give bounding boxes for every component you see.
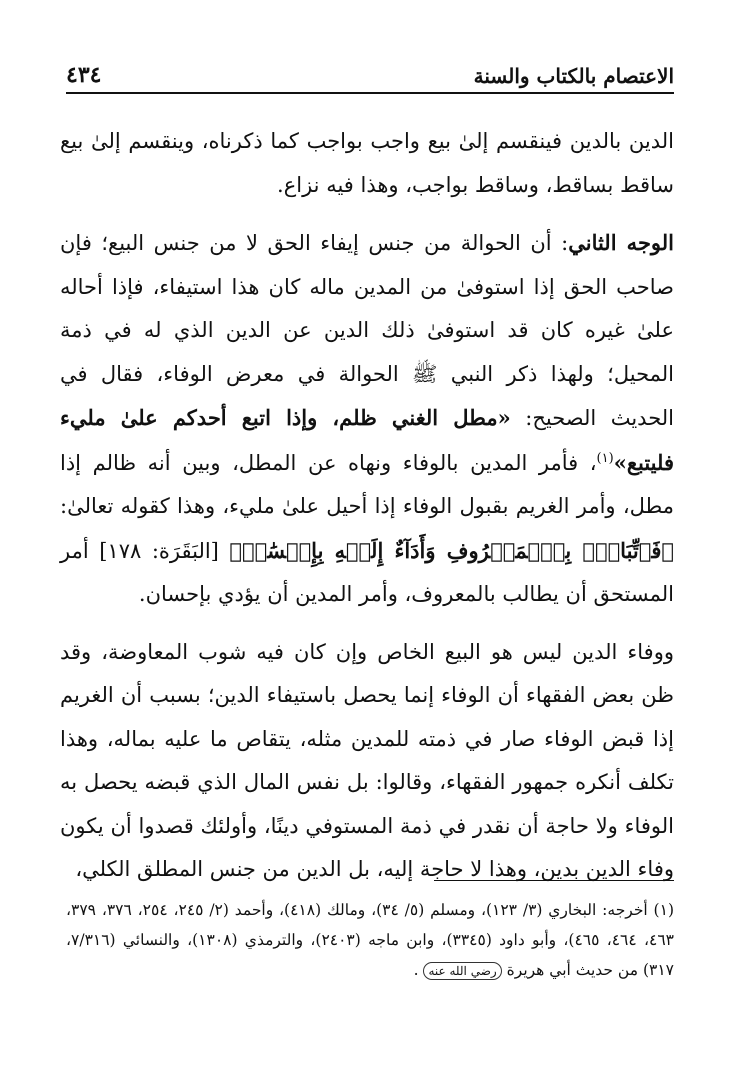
page-number: ٤٣٤: [66, 62, 102, 88]
paragraph-1: الدين بالدين فينقسم إلىٰ بيع واجب بواجب كما ذكرناه، وينقسم إلىٰ بيع ساقط بساقط، وساقط بواجب، وهذا فيه نزاع.: [60, 129, 674, 197]
footnote-ref: (١): [596, 450, 614, 466]
paragraph-2: [60, 221, 674, 617]
footnote-1-text: (١) أخرجه: البخاري (٣/ ١٢٣)، ومسلم (٥/ ٣٤)، ومالك (٤١٨)، وأحمد (٢/ ٢٤٥، ٢٥٤، ٣٧٦، ٣٧٩، ٤٦٣، ٤٦٤، ٤٦٥)، وأبو داود (٣٣٤٥)، وابن ماجه (٢٤٠٣)، والترمذي (١٣٠٨)، والنسائي (٧/٣١٦، ٣١٧) من حديث أبي هريرة: [66, 901, 674, 979]
section-heading: الوجه الثاني: [568, 230, 675, 255]
footnote-divider: [434, 880, 674, 881]
paragraph-2-text-c: أمر المستحق أن يطالب بالمعروف، وأمر المدين أن يؤدي بإحسان.: [60, 538, 674, 606]
footnote-1-end: .: [413, 961, 424, 979]
hadith-quote: «مطل الغني ظلم، وإذا اتبع أحدكم علىٰ مليء فليتبع»: [60, 405, 674, 475]
main-text: [60, 120, 674, 906]
verse-citation: [البَقَرَة: ١٧٨]: [88, 538, 230, 563]
paragraph-3: ووفاء الدين ليس هو البيع الخاص وإن كان فيه شوب المعاوضة، وقد ظن بعض الفقهاء أن الوفاء إنما يحصل باستيفاء الدين؛ بسبب أن الغريم إذا قبض الوفاء صار في ذمته للمدين مثله، يتقاص ما عليه بماله، وهذا تكلف أنكره جمهور الفقهاء، وقالوا: بل نفس المال الذي قبضه يحصل به الوفاء ولا حاجة أن نقدر في ذمة المستوفي دينًا، وأولئك قصدوا أن يكون وفاء الدين بدين، وهذا لا حاجة إليه، بل الدين من جنس المطلق الكلي،: [60, 639, 674, 881]
page-header: [66, 58, 674, 94]
footnotes: [66, 895, 674, 985]
honorific-seal: رضي الله عنه: [423, 962, 501, 980]
quran-verse: ﴿فَٱتِّبَاعٌۢ بِٱلۡمَعۡرُوفِ وَأَدَآءٌ إِلَيۡهِ بِإِحۡسَٰنٖ﴾: [229, 537, 674, 563]
paragraph-2-text-b: ، فأمر المدين بالوفاء ونهاه عن المطل، وبين أنه ظالم إذا مطل، وأمر الغريم بقبول الوفاء إذا أحيل علىٰ مليء، وهذا كقوله تعالىٰ:: [60, 450, 674, 518]
running-title: الاعتصام بالكتاب والسنة: [473, 64, 674, 88]
paragraph-2-text-a: : أن الحوالة من جنس إيفاء الحق لا من جنس البيع؛ فإن صاحب الحق إذا استوفىٰ من المدين ماله كان هذا استيفاء، فإذا أحاله علىٰ غيره كان قد استوفىٰ ذلك الدين عن الدين الذي له في ذمة المحيل؛ ولهذا ذكر النبي ﷺ الحوالة في معرض الوفاء، فقال في الحديث الصحيح:: [60, 231, 674, 430]
